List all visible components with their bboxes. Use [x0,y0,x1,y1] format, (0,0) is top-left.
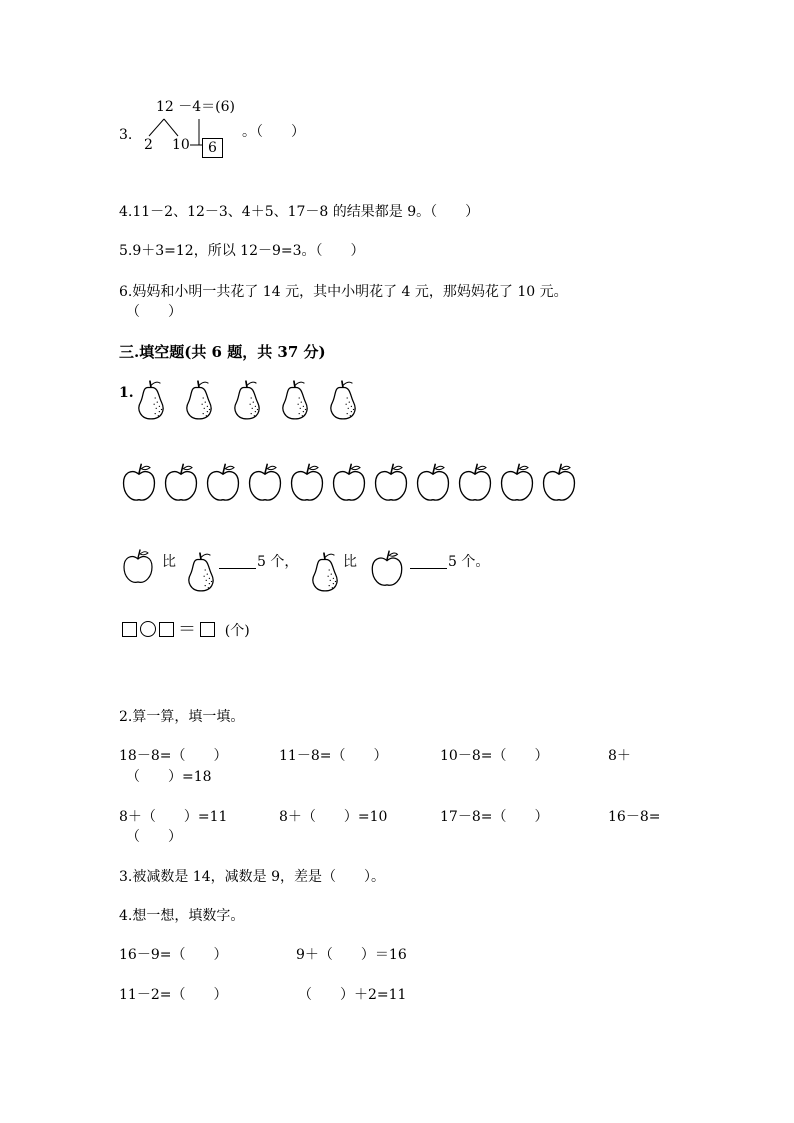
tf-q5: 5.9＋3=12，所以 12－9=3。（ ） [119,243,365,259]
q2-item: 18－8=（ ） [119,748,228,764]
q2-item: 10－8=（ ） [440,748,549,764]
fill-q3: 3.被减数是 14，减数是 9，差是（ ）。 [119,869,385,885]
fill-q4-title: 4.想一想，填数字。 [119,908,245,924]
compare-tail-2: 5 个。 [448,554,490,570]
apple-icon [331,461,367,503]
q2-item-wrap: （ ） [126,829,182,845]
answer-box [200,622,215,637]
q2-item: 8＋（ ）=10 [279,809,388,825]
apple-icon [373,461,409,503]
operator-circle [140,621,156,637]
fill-q2-title: 2.算一算，填一填。 [119,709,245,725]
q2-item: 11－8=（ ） [279,748,388,764]
apple-icon [289,461,325,503]
compare-bi-1: 比 [162,554,176,570]
apple-icon [457,461,493,503]
compare-bi-2: 比 [343,554,357,570]
apple-icon [163,461,199,503]
q4-item: （ ）＋2=11 [298,987,407,1003]
unit-label: (个) [224,623,250,639]
apple-icon [121,461,157,503]
tf-q3-expression: 12 －4＝(6) [156,99,236,115]
pear-icon [278,377,312,421]
pear-icon [326,377,360,421]
tf-q6-line2: （ ） [126,304,182,320]
q2-item: 8＋（ ）=11 [119,809,228,825]
answer-blank-2 [410,568,447,569]
apple-icon [205,461,241,503]
pear-icon [184,549,218,593]
answer-box [159,622,174,637]
apple-icon [122,546,154,586]
apple-icon [370,548,404,588]
q2-item: 8＋ [608,748,631,764]
apple-icon [415,461,451,503]
apple-icon [499,461,535,503]
answer-box [122,622,137,637]
fill-q1-number: 1. [119,385,134,401]
pear-icon [230,377,264,421]
q4-item: 11－2=（ ） [119,987,228,1003]
pear-icon [182,377,216,421]
q2-item: 16－8= [608,809,661,825]
split-left-value: 2 [144,137,153,153]
q4-item: 9＋（ ）＝16 [296,947,407,963]
apple-icon [247,461,283,503]
q2-item-wrap: （ ）=18 [126,769,212,785]
tf-q4: 4.11－2、12－3、4＋5、17－8 的结果都是 9。（ ） [119,204,480,220]
q2-item: 17－8=（ ） [440,809,549,825]
q4-item: 16－9=（ ） [119,947,228,963]
tf-q3-number: 3. [119,127,133,143]
split-right-value: 10 [172,137,190,153]
equation-boxes [122,620,250,641]
pear-icon [308,549,342,593]
apple-icon [541,461,577,503]
split-result-box: 6 [202,138,223,158]
tf-q3-answer-paren: 。（ ） [242,124,305,140]
pear-icon [134,377,168,421]
equals-sign: ＝ [178,619,196,640]
section-heading: 三.填空题(共 6 题，共 37 分) [119,343,326,361]
tf-q6-line1: 6.妈妈和小明一共花了 14 元，其中小明花了 4 元，那妈妈花了 10 元。 [119,284,568,300]
answer-blank-1 [219,568,256,569]
compare-tail-1: 5 个， [257,554,299,570]
